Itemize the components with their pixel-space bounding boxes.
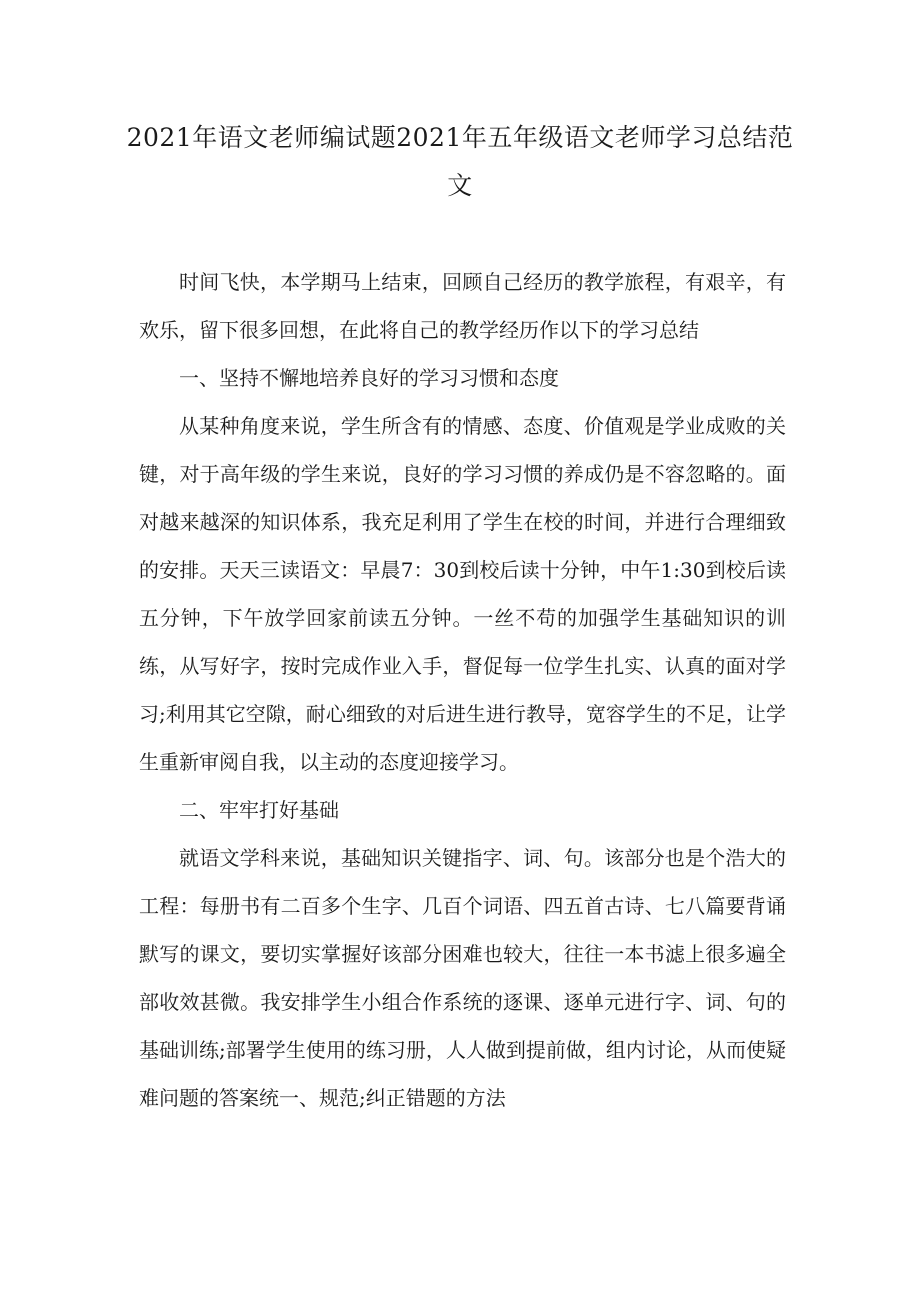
document-body [139, 258, 786, 1122]
document-title: 2021年语文老师编试题2021年五年级语文老师学习总结范文 [126, 123, 794, 200]
paragraph-section-1: 从某种角度来说，学生所含有的情感、态度、价值观是学业成败的关键，对于高年级的学生来说，良好的学习习惯的养成仍是不容忽略的。面对越来越深的知识体系，我充足利用了学生在校的时间，并进行合理细致的安排。天天三读语文：早晨7：30到校后读十分钟，中午1:30到校后读五分钟，下午放学回家前读五分钟。一丝不苟的加强学生基础知识的训练，从写好字，按时完成作业入手，督促每一位学生扎实、认真的面对学习;利用其它空隙，耐心细致的对后进生进行教导，宽容学生的不足，让学生重新审阅自我，以主动的态度迎接学习。 [139, 414, 786, 774]
section-heading-1: 一、坚持不懈地培养良好的学习习惯和态度 [179, 366, 559, 390]
paragraph-intro: 时间飞快，本学期马上结束，回顾自己经历的教学旅程，有艰辛，有欢乐，留下很多回想，在此将自己的教学经历作以下的学习总结 [139, 270, 786, 342]
section-heading-2: 二、牢牢打好基础 [179, 798, 339, 822]
paragraph-section-2: 就语文学科来说，基础知识关键指字、词、句。该部分也是个浩大的工程：每册书有二百多个生字、几百个词语、四五首古诗、七八篇要背诵默写的课文，要切实掌握好该部分困难也较大，往往一本书滤上很多遍全部收效甚微。我安排学生小组合作系统的逐课、逐单元进行字、词、句的基础训练;部署学生使用的练习册，人人做到提前做，组内讨论，从而使疑难问题的答案统一、规范;纠正错题的方法 [139, 846, 786, 1110]
